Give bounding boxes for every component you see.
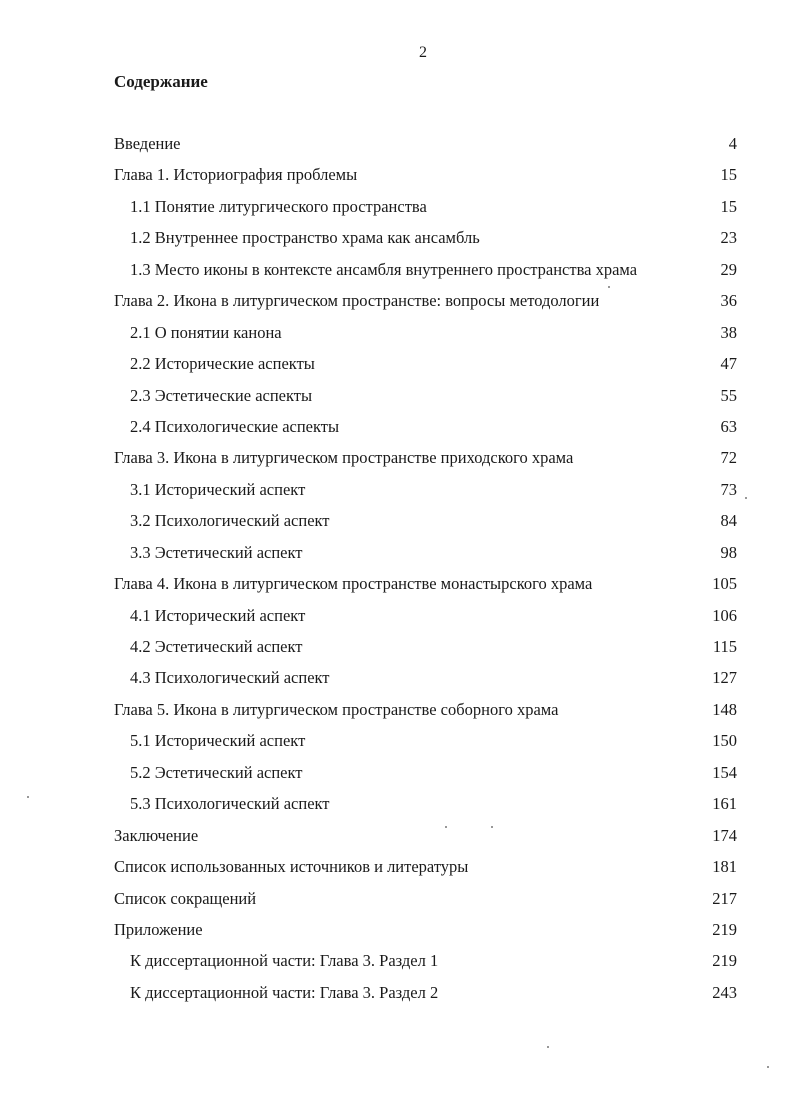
toc-entry-label: 2.4 Психологические аспекты: [130, 416, 340, 436]
page-title: Содержание: [114, 72, 208, 91]
toc-entry-page: 243: [712, 982, 737, 1002]
toc-entry-label: Заключение: [114, 825, 199, 845]
toc-entry[interactable]: [114, 667, 737, 698]
toc-entry-page: 38: [720, 322, 737, 342]
scan-speck: [745, 497, 747, 499]
toc-entry-label: 4.3 Психологический аспект: [130, 668, 330, 688]
toc-entry-label: 3.3 Эстетический аспект: [130, 542, 303, 562]
toc-entry-label: 4.1 Исторический аспект: [130, 605, 306, 625]
toc-entry-label: К диссертационной части: Глава 3. Раздел 2: [130, 982, 439, 1002]
toc-entry[interactable]: [114, 605, 737, 636]
toc-entry-label: Глава 2. Икона в литургическом пространстве: вопросы методологии: [114, 291, 600, 311]
toc-entry-page: 161: [712, 794, 737, 814]
toc-entry-page: 154: [712, 762, 737, 782]
toc-entry[interactable]: [114, 353, 737, 384]
toc-entry[interactable]: [114, 919, 737, 950]
toc-entry[interactable]: [114, 982, 737, 1013]
scan-speck: [445, 826, 447, 828]
page-number: 2: [419, 44, 427, 61]
scan-speck: [491, 826, 493, 828]
toc-entry[interactable]: [114, 133, 737, 164]
toc-entry[interactable]: [114, 290, 737, 321]
toc-entry[interactable]: [114, 227, 737, 258]
toc-entry-page: 63: [720, 416, 737, 436]
toc-entry-page: 219: [712, 919, 737, 939]
toc-entry-label: 2.3 Эстетические аспекты: [130, 385, 313, 405]
toc-entry[interactable]: [114, 479, 737, 510]
toc-entry-page: 98: [720, 542, 737, 562]
toc-entry-page: 174: [712, 825, 737, 845]
table-of-contents: [114, 133, 737, 1013]
toc-entry-page: 127: [712, 668, 737, 688]
toc-entry-page: 148: [712, 699, 737, 719]
toc-entry-page: 47: [720, 354, 737, 374]
toc-entry[interactable]: [114, 856, 737, 887]
toc-entry-label: 5.1 Исторический аспект: [130, 731, 306, 751]
scan-speck: [27, 796, 29, 798]
toc-entry-label: 1.2 Внутреннее пространство храма как ансамбль: [130, 228, 480, 248]
toc-entry-label: Введение: [114, 134, 181, 153]
toc-entry[interactable]: [114, 416, 737, 447]
scan-speck: [547, 1046, 549, 1048]
toc-entry-label: К диссертационной части: Глава 3. Раздел 1: [130, 951, 439, 971]
toc-entry-label: Список использованных источников и литературы: [114, 857, 469, 877]
toc-entry[interactable]: [114, 730, 737, 761]
toc-entry-label: 3.2 Психологический аспект: [130, 511, 330, 531]
toc-entry-page: 15: [720, 196, 737, 216]
toc-entry-page: 55: [720, 385, 737, 405]
scan-speck: [608, 286, 610, 288]
toc-entry[interactable]: [114, 699, 737, 730]
toc-entry[interactable]: [114, 259, 737, 290]
toc-entry[interactable]: [114, 164, 737, 195]
toc-entry-label: Глава 3. Икона в литургическом пространстве приходского храма: [114, 448, 574, 468]
toc-entry[interactable]: [114, 510, 737, 541]
toc-entry-page: 217: [712, 888, 737, 908]
toc-entry-label: 5.2 Эстетический аспект: [130, 762, 303, 782]
toc-entry-page: 150: [712, 731, 737, 751]
toc-entry-page: 72: [720, 448, 737, 468]
toc-entry-label: 1.1 Понятие литургического пространства: [130, 196, 427, 216]
toc-entry[interactable]: [114, 322, 737, 353]
toc-entry[interactable]: [114, 447, 737, 478]
toc-entry-page: 29: [720, 259, 737, 279]
toc-entry[interactable]: [114, 573, 737, 604]
toc-entry-page: 181: [712, 857, 737, 877]
toc-entry-label: Приложение: [114, 919, 203, 939]
toc-entry-label: 4.2 Эстетический аспект: [130, 637, 303, 656]
toc-entry-page: 15: [720, 165, 737, 185]
toc-entry-label: 3.1 Исторический аспект: [130, 479, 306, 499]
toc-entry-page: 105: [712, 574, 737, 594]
toc-entry[interactable]: [114, 950, 737, 981]
toc-entry-page: 36: [720, 291, 737, 311]
toc-entry-page: 115: [712, 637, 737, 656]
toc-entry-label: Список сокращений: [114, 888, 257, 908]
toc-entry[interactable]: [114, 762, 737, 793]
toc-entry[interactable]: [114, 196, 737, 227]
toc-entry-label: Глава 5. Икона в литургическом пространстве соборного храма: [114, 699, 559, 719]
toc-entry[interactable]: [114, 385, 737, 416]
toc-entry-label: Глава 4. Икона в литургическом пространстве монастырского храма: [114, 574, 593, 594]
toc-entry[interactable]: [114, 542, 737, 573]
toc-entry-page: 73: [720, 479, 737, 499]
toc-entry-page: 4: [728, 134, 737, 153]
toc-entry-label: 2.1 О понятии канона: [130, 322, 282, 342]
toc-entry-label: 2.2 Исторические аспекты: [130, 354, 315, 374]
toc-entry-label: 5.3 Психологический аспект: [130, 794, 330, 814]
toc-entry-page: 106: [712, 605, 737, 625]
toc-entry-label: 1.3 Место иконы в контексте ансамбля внутреннего пространства храма: [130, 259, 638, 279]
toc-entry-page: 219: [712, 951, 737, 971]
toc-entry[interactable]: [114, 888, 737, 919]
toc-entry-page: 84: [720, 511, 737, 531]
toc-entry[interactable]: [114, 636, 737, 667]
toc-entry[interactable]: [114, 825, 737, 856]
toc-entry-page: 23: [720, 228, 737, 248]
scan-speck: [767, 1066, 769, 1068]
toc-entry[interactable]: [114, 793, 737, 824]
toc-entry-label: Глава 1. Историография проблемы: [114, 165, 358, 185]
